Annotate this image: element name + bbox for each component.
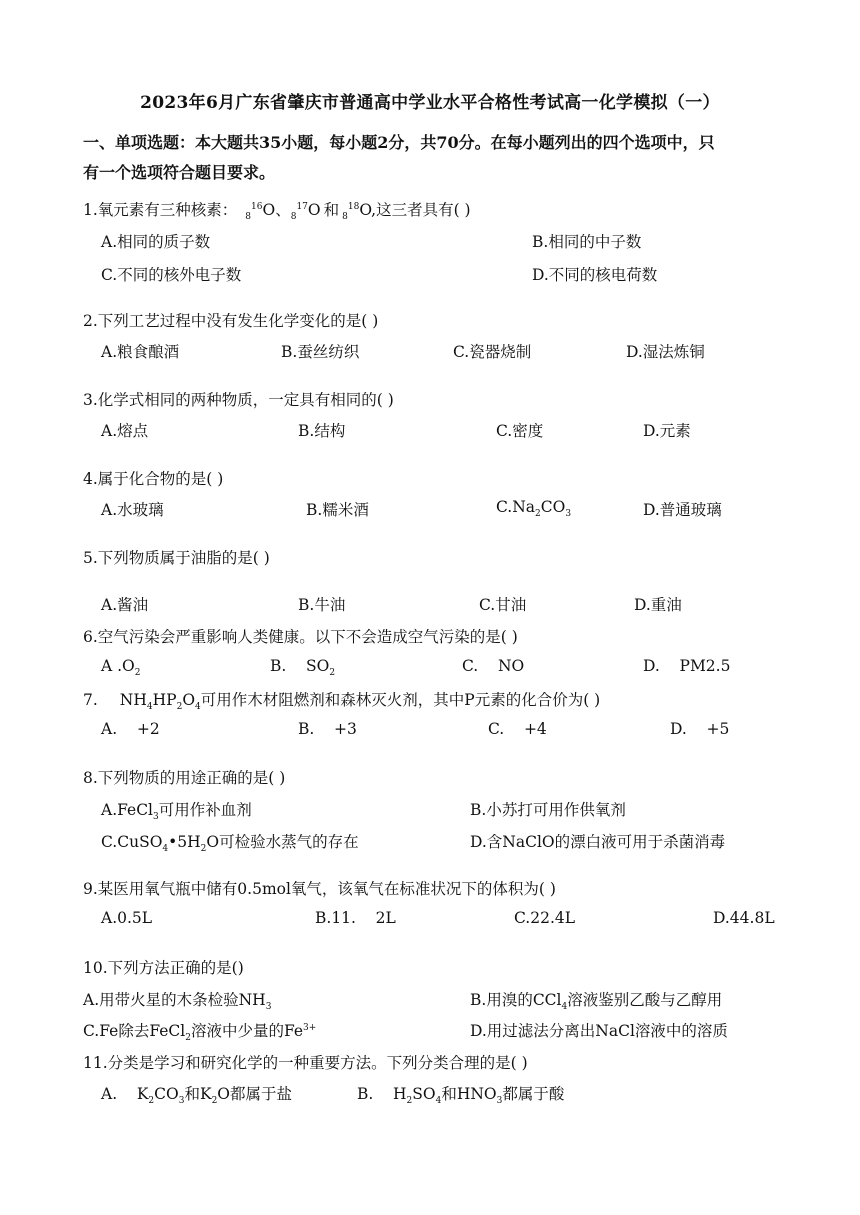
isotope-o18: $_8^{18}$O: [342, 201, 372, 223]
question-3-option-b: B.结构: [298, 422, 346, 440]
question-5-option-b: B.牛油: [298, 596, 346, 614]
question-7-option-b: B. +3: [298, 720, 357, 738]
question-10-option-c: C.Fe除去FeCl$_2$溶液中少量的$Fe^{3+}$: [83, 1022, 317, 1044]
question-1-option-c: C.不同的核外电子数: [101, 266, 242, 284]
question-11-stem: 11.分类是学习和研究化学的一种重要方法。下列分类合理的是( ): [83, 1054, 528, 1072]
question-1-option-d: D.不同的核电荷数: [532, 266, 658, 284]
question-7-stem: 7. $NH_4HP_2O_4$可用作木材阻燃剂和森林灭火剂，其中P元素的化合价为( ): [83, 691, 601, 713]
question-5-option-d: D.重油: [634, 596, 682, 614]
section-heading-line1: 一、单项选题：本大题共35小题，每小题2分，共70分。在每小题列出的四个选项中，只: [83, 133, 715, 152]
question-3-option-c: C.密度: [496, 422, 544, 440]
question-4-option-b: B.糯米酒: [306, 501, 369, 519]
question-4-option-a: A.水玻璃: [101, 501, 164, 519]
question-10-option-a: A.用带火星的木条检验$NH_3$: [83, 991, 272, 1013]
question-9-option-b: B.11. 2L: [315, 909, 396, 927]
question-10-stem: 10.下列方法正确的是(): [83, 959, 244, 977]
formula-nh4hp2o4: $NH_4HP_2O_4$: [119, 691, 201, 713]
question-3-option-a: A.熔点: [101, 422, 149, 440]
question-5-option-c: C.甘油: [479, 596, 527, 614]
question-7-option-a: A. +2: [101, 720, 160, 738]
question-6-stem: 6.空气污染会严重影响人类健康。以下不会造成空气污染的是( ): [83, 628, 518, 646]
question-1-option-b: B.相同的中子数: [532, 233, 642, 251]
question-9-stem: 9.某医用氧气瓶中储有0.5mol氧气，该氧气在标准状况下的体积为( ): [83, 880, 556, 898]
question-11-option-a: A. $K_2CO_3$和$K_2O$都属于盐: [101, 1085, 293, 1107]
question-6-option-b: B. $SO_2$: [270, 657, 336, 679]
question-6-option-a: A $.O_2$: [101, 657, 141, 679]
question-2-option-a: A.粮食酿酒: [101, 343, 180, 361]
question-7-option-c: C. +4: [488, 720, 547, 738]
section-heading: [83, 128, 783, 188]
question-10-option-d: D.用过滤法分离出NaCl溶液中的溶质: [470, 1022, 728, 1040]
section-heading-line2: 有一个选项符合题目要求。: [83, 163, 276, 182]
question-11-option-b: B. $H_2SO_4$和$HNO_3$都属于酸: [357, 1085, 565, 1107]
question-2-option-b: B.蚕丝纺织: [281, 343, 360, 361]
question-9-option-d: D.44.8L: [713, 909, 775, 927]
question-3-option-d: D.元素: [643, 422, 691, 440]
question-5-stem: 5.下列物质属于油脂的是( ): [83, 549, 270, 567]
question-1-option-a: A.相同的质子数: [101, 233, 211, 251]
question-4-option-c: $C.Na_2CO_3$: [496, 498, 572, 520]
question-3-stem: 3.化学式相同的两种物质，一定具有相同的( ): [83, 391, 394, 409]
question-4-stem: 4.属于化合物的是( ): [83, 470, 224, 488]
question-6-option-d: D. PM2.5: [643, 657, 731, 675]
question-2-option-c: C.瓷器烧制: [453, 343, 532, 361]
question-8-stem: 8.下列物质的用途正确的是( ): [83, 769, 286, 787]
question-2-stem: 2.下列工艺过程中没有发生化学变化的是( ): [83, 312, 379, 330]
question-7-option-d: D. +5: [670, 720, 730, 738]
isotope-o16: $_8^{16}$O: [245, 201, 276, 223]
question-2-option-d: D.湿法炼铜: [626, 343, 705, 361]
question-8-option-c: $C.CuSO_4•5H_2O$可检验水蒸气的存在: [101, 833, 359, 855]
question-9-option-c: C.22.4L: [514, 909, 576, 927]
question-6-option-c: C. NO: [462, 657, 525, 675]
question-8-option-b: B.小苏打可用作供氧剂: [470, 801, 626, 819]
isotope-o17: $_8^{17}$O: [290, 201, 321, 223]
question-8-option-d: D.含NaClO的漂白液可用于杀菌消毒: [470, 833, 726, 851]
question-1-stem: 1.氧元素有三种核素： $_8^{16}$O、$_8^{17}$O 和 $_8^{18}$O,这三者具有( ): [83, 201, 471, 223]
page-title: 2023年6月广东省肇庆市普通高中学业水平合格性考试高一化学模拟（一）: [140, 93, 720, 113]
question-9-option-a: A.0.5L: [101, 909, 153, 927]
question-10-option-b: B.用溴的CCl$_4$溶液鉴别乙酸与乙醇用: [470, 991, 723, 1013]
question-5-option-a: A.酱油: [101, 596, 149, 614]
question-8-option-a: A.FeCl$_3$可用作补血剂: [101, 801, 252, 823]
question-4-option-d: D.普通玻璃: [643, 501, 722, 519]
